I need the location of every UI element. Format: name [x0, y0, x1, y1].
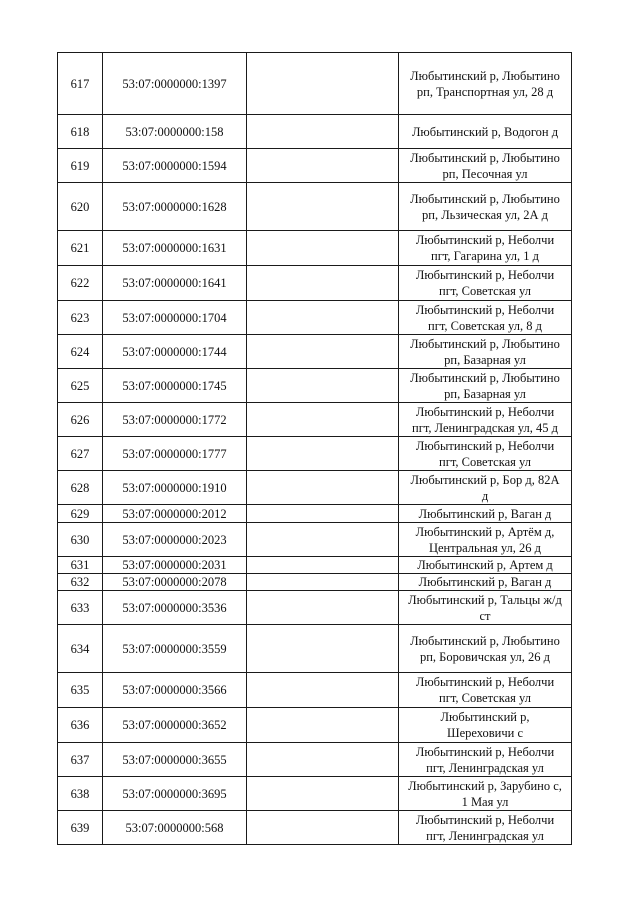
cadastral-number: 53:07:0000000:3655 — [103, 743, 247, 777]
address: Любытинский р, Любытино рп, Песочная ул — [399, 149, 572, 183]
empty-cell — [247, 625, 399, 673]
row-number: 626 — [58, 403, 103, 437]
cadastral-number: 53:07:0000000:1641 — [103, 266, 247, 301]
empty-cell — [247, 505, 399, 523]
address: Любытинский р, Любытино рп, Транспортная ул, 28 д — [399, 53, 572, 115]
property-table — [57, 52, 572, 845]
address: Любытинский р, Водогон д — [399, 115, 572, 149]
table-row — [58, 266, 572, 301]
table-row — [58, 183, 572, 231]
address: Любытинский р, Неболчи пгт, Гагарина ул, 1 д — [399, 231, 572, 266]
empty-cell — [247, 369, 399, 403]
address: Любытинский р, Неболчи пгт, Советская ул, 8 д — [399, 301, 572, 335]
empty-cell — [247, 708, 399, 743]
table-row — [58, 115, 572, 149]
row-number: 619 — [58, 149, 103, 183]
empty-cell — [247, 266, 399, 301]
row-number: 622 — [58, 266, 103, 301]
empty-cell — [247, 743, 399, 777]
table-row — [58, 403, 572, 437]
cadastral-number: 53:07:0000000:1704 — [103, 301, 247, 335]
address: Любытинский р, Зарубино с, 1 Мая ул — [399, 777, 572, 811]
cadastral-number: 53:07:0000000:1745 — [103, 369, 247, 403]
address: Любытинский р, Бор д, 82А д — [399, 471, 572, 505]
empty-cell — [247, 437, 399, 471]
cadastral-number: 53:07:0000000:3566 — [103, 673, 247, 708]
cadastral-number: 53:07:0000000:1594 — [103, 149, 247, 183]
cadastral-number: 53:07:0000000:3536 — [103, 591, 247, 625]
empty-cell — [247, 53, 399, 115]
empty-cell — [247, 811, 399, 845]
table-row — [58, 231, 572, 266]
table-row — [58, 505, 572, 523]
row-number: 631 — [58, 557, 103, 574]
empty-cell — [247, 574, 399, 591]
cadastral-number: 53:07:0000000:2031 — [103, 557, 247, 574]
table-row — [58, 523, 572, 557]
row-number: 625 — [58, 369, 103, 403]
cadastral-number: 53:07:0000000:1631 — [103, 231, 247, 266]
address: Любытинский р, Ваган д — [399, 574, 572, 591]
address: Любытинский р, Артём д, Центральная ул, 26 д — [399, 523, 572, 557]
row-number: 621 — [58, 231, 103, 266]
table-row — [58, 591, 572, 625]
row-number: 637 — [58, 743, 103, 777]
table-row — [58, 471, 572, 505]
cadastral-number: 53:07:0000000:568 — [103, 811, 247, 845]
row-number: 636 — [58, 708, 103, 743]
empty-cell — [247, 523, 399, 557]
address: Любытинский р, Неболчи пгт, Ленинградская ул, 45 д — [399, 403, 572, 437]
cadastral-number: 53:07:0000000:1772 — [103, 403, 247, 437]
row-number: 638 — [58, 777, 103, 811]
row-number: 629 — [58, 505, 103, 523]
empty-cell — [247, 231, 399, 266]
table-row — [58, 777, 572, 811]
address: Любытинский р, Шереховичи с — [399, 708, 572, 743]
cadastral-number: 53:07:0000000:158 — [103, 115, 247, 149]
cadastral-number: 53:07:0000000:3559 — [103, 625, 247, 673]
table-row — [58, 673, 572, 708]
table-row — [58, 335, 572, 369]
table-row — [58, 743, 572, 777]
empty-cell — [247, 591, 399, 625]
address: Любытинский р, Неболчи пгт, Ленинградская ул — [399, 811, 572, 845]
address: Любытинский р, Неболчи пгт, Советская ул — [399, 673, 572, 708]
empty-cell — [247, 557, 399, 574]
address: Любытинский р, Тальцы ж/д ст — [399, 591, 572, 625]
empty-cell — [247, 471, 399, 505]
row-number: 634 — [58, 625, 103, 673]
cadastral-number: 53:07:0000000:2078 — [103, 574, 247, 591]
table-row — [58, 301, 572, 335]
table-row — [58, 437, 572, 471]
row-number: 624 — [58, 335, 103, 369]
table-row — [58, 625, 572, 673]
cadastral-number: 53:07:0000000:1397 — [103, 53, 247, 115]
empty-cell — [247, 301, 399, 335]
table-row — [58, 369, 572, 403]
empty-cell — [247, 403, 399, 437]
address: Любытинский р, Ваган д — [399, 505, 572, 523]
row-number: 628 — [58, 471, 103, 505]
address: Любытинский р, Неболчи пгт, Советская ул — [399, 437, 572, 471]
row-number: 639 — [58, 811, 103, 845]
row-number: 618 — [58, 115, 103, 149]
table-row — [58, 708, 572, 743]
table-row — [58, 557, 572, 574]
address: Любытинский р, Любытино рп, Базарная ул — [399, 335, 572, 369]
empty-cell — [247, 777, 399, 811]
row-number: 623 — [58, 301, 103, 335]
cadastral-number: 53:07:0000000:1910 — [103, 471, 247, 505]
empty-cell — [247, 149, 399, 183]
cadastral-number: 53:07:0000000:2023 — [103, 523, 247, 557]
row-number: 627 — [58, 437, 103, 471]
address: Любытинский р, Любытино рп, Боровичская ул, 26 д — [399, 625, 572, 673]
row-number: 632 — [58, 574, 103, 591]
cadastral-number: 53:07:0000000:1777 — [103, 437, 247, 471]
cadastral-number: 53:07:0000000:3652 — [103, 708, 247, 743]
cadastral-number: 53:07:0000000:2012 — [103, 505, 247, 523]
table-row — [58, 574, 572, 591]
cadastral-number: 53:07:0000000:1744 — [103, 335, 247, 369]
cadastral-number: 53:07:0000000:1628 — [103, 183, 247, 231]
address: Любытинский р, Неболчи пгт, Советская ул — [399, 266, 572, 301]
empty-cell — [247, 115, 399, 149]
cadastral-number: 53:07:0000000:3695 — [103, 777, 247, 811]
address: Любытинский р, Неболчи пгт, Ленинградская ул — [399, 743, 572, 777]
row-number: 633 — [58, 591, 103, 625]
empty-cell — [247, 335, 399, 369]
address: Любытинский р, Артем д — [399, 557, 572, 574]
row-number: 620 — [58, 183, 103, 231]
address: Любытинский р, Любытино рп, Льзическая ул, 2А д — [399, 183, 572, 231]
row-number: 617 — [58, 53, 103, 115]
row-number: 635 — [58, 673, 103, 708]
table-row — [58, 149, 572, 183]
address: Любытинский р, Любытино рп, Базарная ул — [399, 369, 572, 403]
table-row — [58, 811, 572, 845]
empty-cell — [247, 673, 399, 708]
table-row — [58, 53, 572, 115]
empty-cell — [247, 183, 399, 231]
row-number: 630 — [58, 523, 103, 557]
